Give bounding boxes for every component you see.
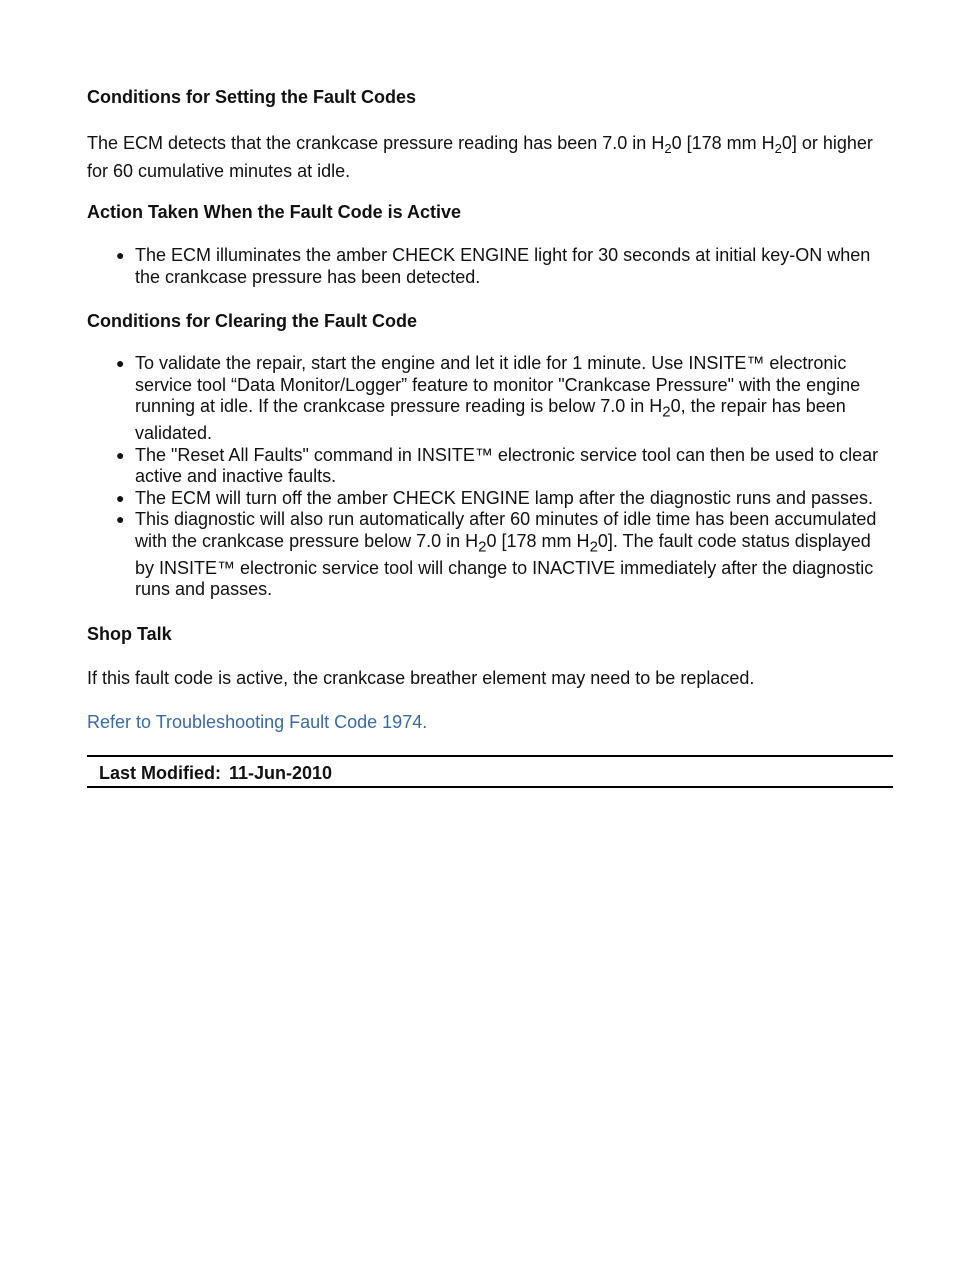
document-page xyxy=(87,86,893,788)
bullet-dot-icon: ● xyxy=(116,511,125,528)
bullet-dot-icon: ● xyxy=(116,355,125,371)
list-item: ● To validate the repair, start the engine and let it idle for 1 minute. Use INSITE™ electronic service tool “Data Monitor/Logger” feature to monitor "Crankcase Pressure" with the engine running at idle. If the crankcase pressure reading is below 7.0 in $H_20$, the repair has been validated. xyxy=(116,353,861,444)
clearing-list xyxy=(87,353,893,601)
last-modified-bar xyxy=(87,755,893,788)
heading-setting: Conditions for Setting the Fault Codes xyxy=(87,87,416,107)
list-item: ● The "Reset All Faults" command in INSITE™ electronic service tool can then be used to clear active and inactive faults. xyxy=(116,444,879,487)
heading-shop-talk: Shop Talk xyxy=(87,623,172,644)
bullet-dot-icon: ● xyxy=(116,446,125,463)
para-shop-talk: If this fault code is active, the crankcase breather element may need to be replaced. xyxy=(87,667,755,688)
last-modified-label: Last Modified: xyxy=(99,762,221,783)
list-item: ● The ECM illuminates the amber CHECK ENGINE light for 30 seconds at initial key-ON when the crankcase pressure has been detected. xyxy=(116,245,871,287)
heading-action: Action Taken When the Fault Code is Active xyxy=(87,202,462,222)
troubleshooting-link[interactable]: Refer to Troubleshooting Fault Code 1974. xyxy=(87,711,428,732)
heading-clearing: Conditions for Clearing the Fault Code xyxy=(87,311,417,331)
last-modified-date: 11-Jun-2010 xyxy=(229,762,333,783)
action-list xyxy=(87,245,893,288)
bullet-dot-icon: ● xyxy=(116,489,125,506)
list-item: ● The ECM will turn off the amber CHECK ENGINE lamp after the diagnostic runs and passes. xyxy=(116,487,873,508)
para-setting: The ECM detects that the crankcase pressure reading has been 7.0 in $H_20$ [178 mm $H_20$] or higher for 60 cumulative minutes at idle. xyxy=(87,133,873,181)
list-item: ● This diagnostic will also run automatically after 60 minutes of idle time has been accumulated with the crankcase pressure below 7.0 in $H_20$ [178 mm $H_20$]. The fault code status displayed by INSITE™ electronic service tool will change to INACTIVE immediately after the diagnostic runs and passes. xyxy=(116,509,877,600)
bullet-dot-icon: ● xyxy=(116,247,125,263)
